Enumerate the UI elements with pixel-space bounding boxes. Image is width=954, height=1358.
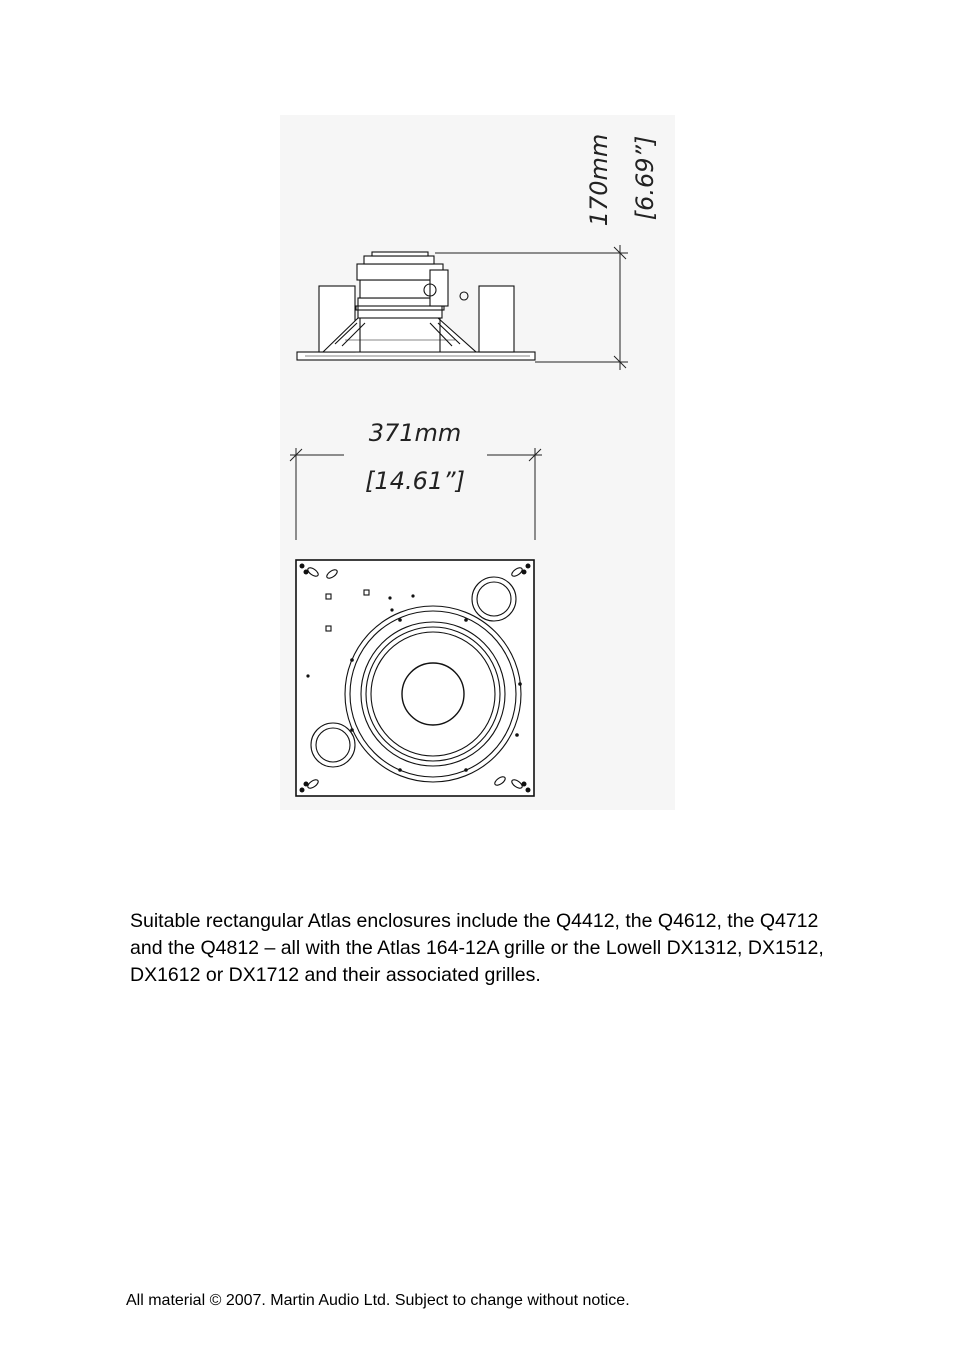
enclosure-description: Suitable rectangular Atlas enclosures include the Q4412, the Q4612, the Q4712 and the Q4812 – all with the Atlas 164-12A grille or the Lowell DX1312, DX1512, DX1612 or DX1712 and their associated grilles. <box>130 910 824 986</box>
speaker-front-view <box>296 560 534 796</box>
speaker-technical-drawing <box>280 115 680 815</box>
width-mm-label: 371mm <box>368 419 462 447</box>
width-inch-label: [14.61”] <box>365 467 465 495</box>
copyright-footer: All material © 2007. Martin Audio Ltd. Subject to change without notice. <box>126 1292 630 1309</box>
height-mm-label: 170mm <box>585 133 613 227</box>
height-inch-label: [6.69”] <box>631 135 659 221</box>
